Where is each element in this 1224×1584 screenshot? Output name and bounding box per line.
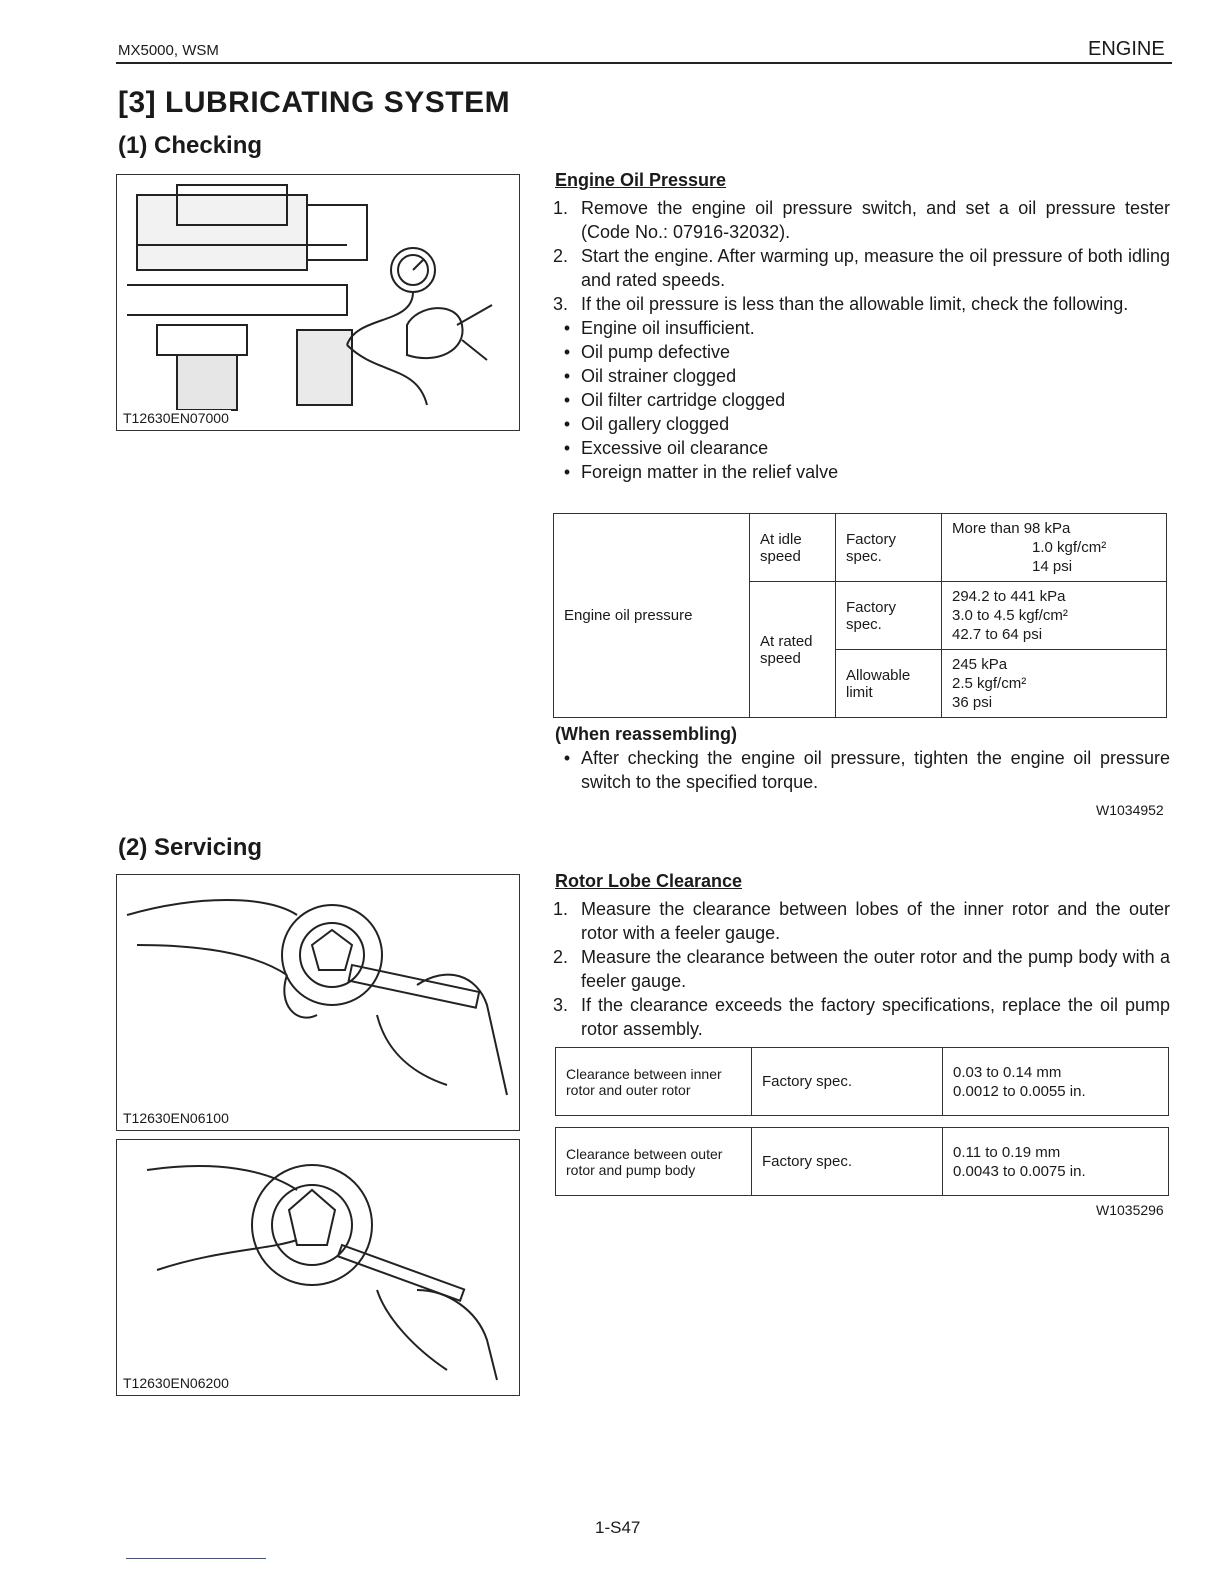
bullet-item: • Foreign matter in the relief valve — [563, 462, 839, 482]
bullet-item: • Oil strainer clogged — [563, 366, 737, 386]
idle-spec-values: More than 98 kPa 1.0 kgf/cm² 14 psi — [942, 514, 1167, 582]
pump-body-feeler-illustration — [117, 1140, 519, 1395]
spec-item: Clearance between outer rotor and pump body — [556, 1128, 752, 1196]
figure-caption: T12630EN06100 — [123, 1110, 229, 1126]
chapter-name: ENGINE — [1088, 38, 1165, 60]
reassembling-note: • After checking the engine oil pressure, tighten the engine oil pressure switch to the specified torque. — [563, 748, 1170, 792]
bullet-item: • Oil pump defective — [563, 342, 731, 362]
topic-rotor-lobe-clearance: Rotor Lobe Clearance — [555, 871, 743, 891]
checking-heading: (1) Checking — [118, 132, 263, 159]
bullet-item: • Engine oil insufficient. — [563, 318, 755, 338]
step-item: 2. Start the engine. After warming up, measure the oil pressure of both idling and rated speeds. — [553, 246, 1170, 290]
allowable-limit-label: Allowable limit — [836, 650, 942, 718]
step-item: 3. If the oil pressure is less than the allowable limit, check the following. — [553, 294, 1129, 314]
servicing-heading: (2) Servicing — [118, 834, 263, 861]
page-number: 1-S47 — [595, 1518, 641, 1537]
step-item: 1. Measure the clearance between lobes of the inner rotor and the outer rotor with a feeler gauge. — [553, 899, 1170, 943]
rated-spec-values: 294.2 to 441 kPa 3.0 to 4.5 kgf/cm² 42.7 to 64 psi — [942, 582, 1167, 650]
spec-label: Factory spec. — [752, 1128, 943, 1196]
spec-label: Factory spec. — [752, 1048, 943, 1116]
step-item: 2. Measure the clearance between the outer rotor and the pump body with a feeler gauge. — [553, 947, 1170, 991]
figure-caption: T12630EN06200 — [123, 1375, 229, 1391]
inner-rotor-figure — [116, 874, 520, 1131]
manual-code: MX5000, WSM — [118, 42, 219, 59]
rotor-feeler-illustration — [117, 875, 519, 1130]
figure-caption: T12630EN07000 — [123, 410, 229, 426]
idle-speed-label: At idle speed — [750, 514, 836, 582]
oil-pressure-spec-table — [553, 513, 1167, 718]
rated-spec-label: Factory spec. — [836, 582, 942, 650]
topic-engine-oil-pressure: Engine Oil Pressure — [555, 170, 727, 190]
checking-steps — [553, 196, 1170, 484]
outer-rotor-figure — [116, 1139, 520, 1396]
rated-speed-label: At rated speed — [750, 582, 836, 718]
spec-item: Engine oil pressure — [554, 514, 750, 718]
idle-spec-label: Factory spec. — [836, 514, 942, 582]
step-item: 3. If the clearance exceeds the factory specifications, replace the oil pump rotor assembly. — [553, 995, 1170, 1039]
engine-gauge-illustration — [117, 175, 519, 430]
reassembling-heading: (When reassembling) — [555, 724, 738, 744]
ref-code: W1035296 — [1096, 1202, 1164, 1218]
allowable-limit-values: 245 kPa 2.5 kgf/cm² 36 psi — [942, 650, 1167, 718]
header-rule — [116, 62, 1172, 64]
outer-rotor-clearance-table — [555, 1127, 1169, 1196]
bullet-item: • Oil filter cartridge clogged — [563, 390, 786, 410]
bullet-item: • Oil gallery clogged — [563, 414, 730, 434]
step-item: 1. Remove the engine oil pressure switch, and set a oil pressure tester (Code No.: 07916-32032). — [553, 198, 1170, 242]
servicing-steps — [553, 897, 1170, 1041]
footer-rule — [126, 1558, 266, 1559]
spec-values: 0.03 to 0.14 mm 0.0012 to 0.0055 in. — [943, 1048, 1169, 1116]
oil-pressure-figure — [116, 174, 520, 431]
ref-code: W1034952 — [1096, 802, 1164, 818]
bullet-item: • Excessive oil clearance — [563, 438, 769, 458]
spec-item: Clearance between inner rotor and outer rotor — [556, 1048, 752, 1116]
section-title: [3] LUBRICATING SYSTEM — [118, 86, 511, 119]
spec-values: 0.11 to 0.19 mm 0.0043 to 0.0075 in. — [943, 1128, 1169, 1196]
inner-rotor-clearance-table — [555, 1047, 1169, 1116]
